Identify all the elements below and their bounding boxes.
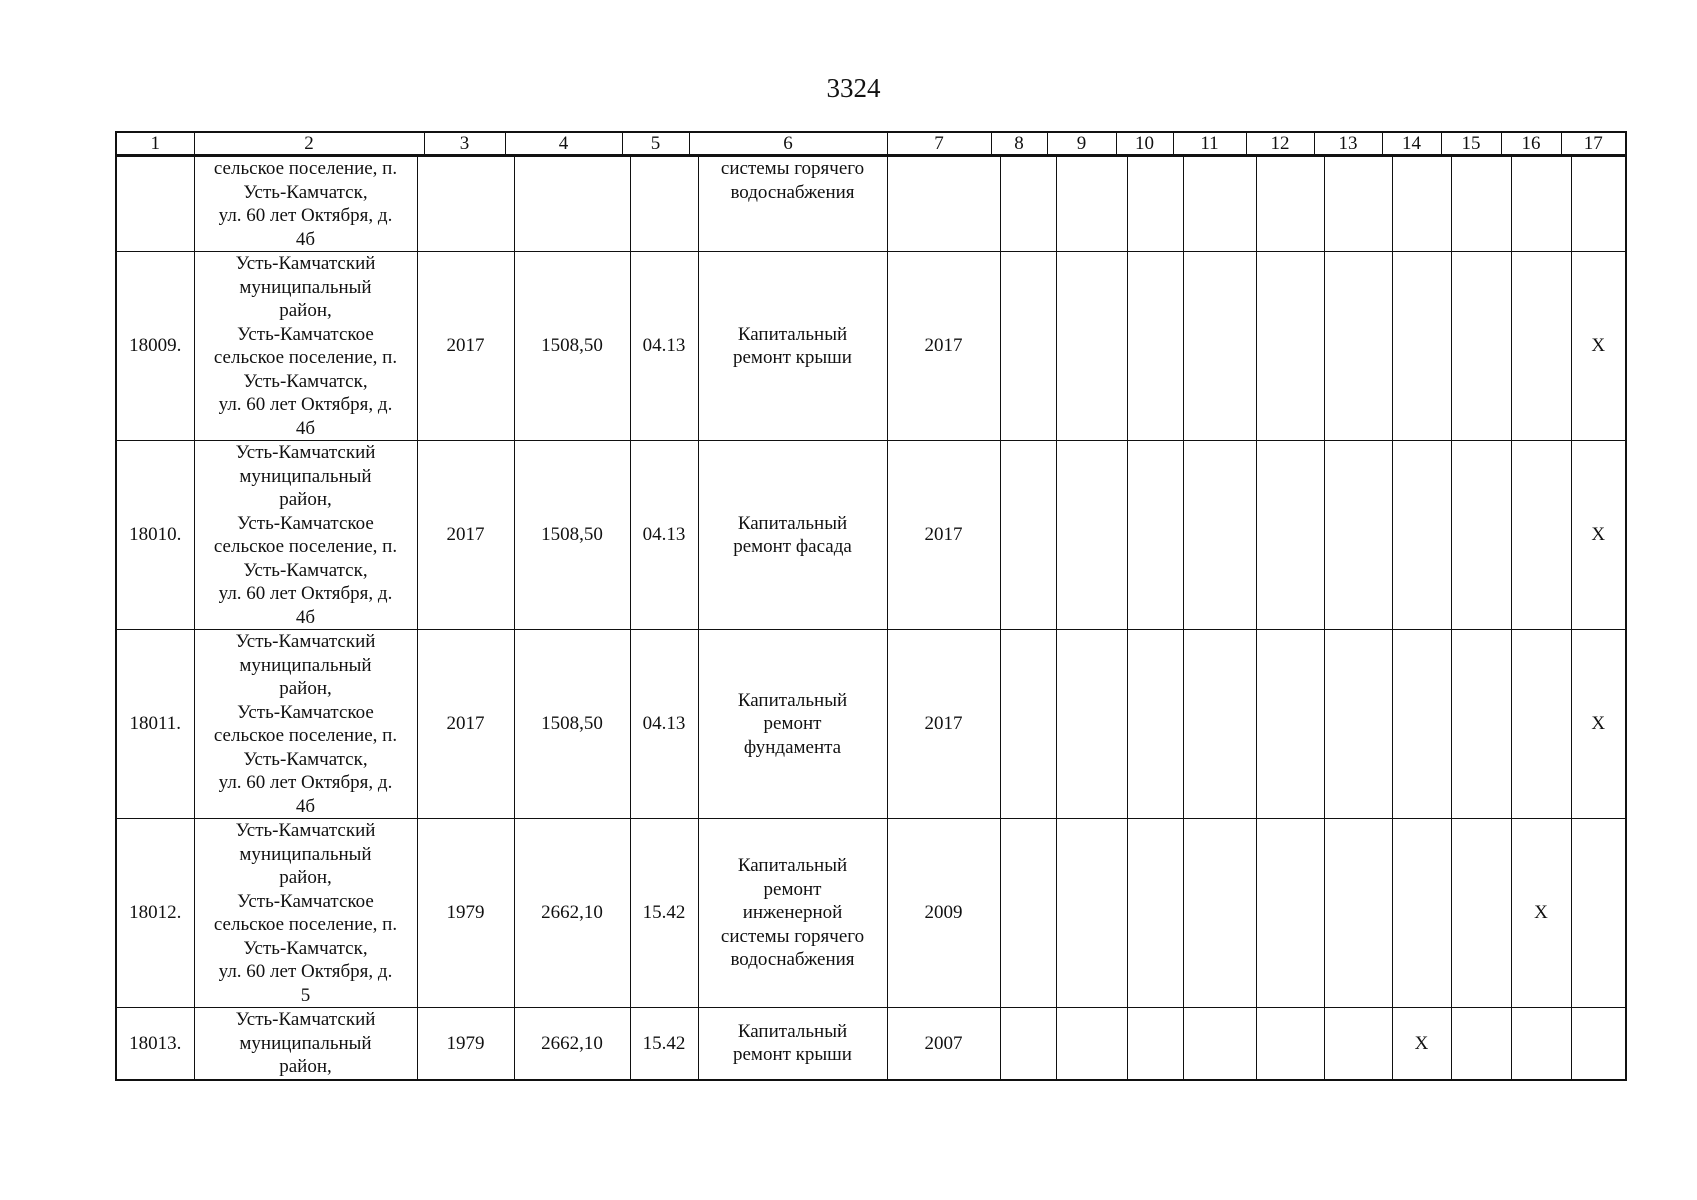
empty-cell xyxy=(1000,819,1056,1008)
work-type-cell: системы горячего водоснабжения xyxy=(698,157,887,252)
empty-cell xyxy=(1183,630,1256,819)
column-number: 12 xyxy=(1246,132,1314,155)
column-number: 5 xyxy=(622,132,689,155)
column-number: 9 xyxy=(1047,132,1116,155)
empty-cell xyxy=(1571,157,1626,252)
column-number: 7 xyxy=(887,132,991,155)
empty-cell xyxy=(1256,819,1324,1008)
empty-cell xyxy=(1000,630,1056,819)
year-built-cell: 1979 xyxy=(417,819,514,1008)
empty-cell xyxy=(1511,441,1571,630)
year-repair-cell: 2009 xyxy=(887,819,1000,1008)
year-repair-cell: 2007 xyxy=(887,1008,1000,1080)
empty-cell xyxy=(1056,441,1127,630)
empty-cell xyxy=(1127,252,1183,441)
column-number: 13 xyxy=(1314,132,1382,155)
address-cell: Усть-Камчатский муниципальный район, Усть-Камчатское сельское поселение, п. Усть-Камчатск, ул. 60 лет Октября, д. 4б xyxy=(194,630,417,819)
table-row xyxy=(116,441,1626,630)
table-row xyxy=(116,819,1626,1008)
empty-cell xyxy=(1451,630,1511,819)
mark-cell: Х xyxy=(1571,441,1626,630)
address-cell: сельское поселение, п. Усть-Камчатск, ул. 60 лет Октября, д. 4б xyxy=(194,157,417,252)
column-number: 17 xyxy=(1561,132,1626,155)
empty-cell xyxy=(1392,630,1451,819)
work-code-cell: 15.42 xyxy=(630,819,698,1008)
area-cell: 1508,50 xyxy=(514,252,630,441)
empty-cell xyxy=(1056,157,1127,252)
row-number xyxy=(116,157,194,252)
empty-cell xyxy=(1451,1008,1511,1080)
column-number: 2 xyxy=(194,132,424,155)
empty-cell xyxy=(1183,819,1256,1008)
empty-cell xyxy=(1392,252,1451,441)
column-number: 16 xyxy=(1501,132,1561,155)
row-number: 18009. xyxy=(116,252,194,441)
empty-cell xyxy=(1183,1008,1256,1080)
row-number: 18011. xyxy=(116,630,194,819)
page-number: 3324 xyxy=(826,73,881,103)
table-row xyxy=(116,157,1626,252)
empty-cell xyxy=(1324,819,1392,1008)
empty-cell xyxy=(1256,1008,1324,1080)
year-repair-cell: 2017 xyxy=(887,630,1000,819)
empty-cell xyxy=(1183,252,1256,441)
empty-cell xyxy=(1056,819,1127,1008)
year-built-cell: 2017 xyxy=(417,441,514,630)
table-row xyxy=(116,252,1626,441)
empty-cell xyxy=(1511,1008,1571,1080)
mark-cell: Х xyxy=(1571,252,1626,441)
year-repair-cell: 2017 xyxy=(887,252,1000,441)
empty-cell xyxy=(1451,252,1511,441)
register-body xyxy=(115,156,1627,1081)
year-repair-cell xyxy=(887,157,1000,252)
row-number: 18010. xyxy=(116,441,194,630)
empty-cell xyxy=(1256,630,1324,819)
work-code-cell: 04.13 xyxy=(630,252,698,441)
empty-cell xyxy=(1127,630,1183,819)
empty-cell xyxy=(1511,630,1571,819)
empty-cell xyxy=(1256,157,1324,252)
column-number: 15 xyxy=(1441,132,1501,155)
work-code-cell: 04.13 xyxy=(630,630,698,819)
empty-cell xyxy=(1000,157,1056,252)
empty-cell xyxy=(1324,630,1392,819)
work-code-cell: 04.13 xyxy=(630,441,698,630)
table-row xyxy=(116,1008,1626,1080)
work-type-cell: Капитальный ремонт фундамента xyxy=(698,630,887,819)
column-number: 4 xyxy=(505,132,622,155)
year-built-cell xyxy=(417,157,514,252)
empty-cell xyxy=(1451,157,1511,252)
empty-cell xyxy=(1056,1008,1127,1080)
empty-cell xyxy=(1127,1008,1183,1080)
empty-cell xyxy=(1511,157,1571,252)
work-type-cell: Капитальный ремонт фасада xyxy=(698,441,887,630)
empty-cell xyxy=(1324,157,1392,252)
work-type-cell: Капитальный ремонт инженерной системы горячего водоснабжения xyxy=(698,819,887,1008)
column-number: 1 xyxy=(116,132,194,155)
empty-cell xyxy=(1392,157,1451,252)
work-type-cell: Капитальный ремонт крыши xyxy=(698,252,887,441)
work-code-cell xyxy=(630,157,698,252)
empty-cell xyxy=(1256,441,1324,630)
area-cell: 1508,50 xyxy=(514,441,630,630)
empty-cell xyxy=(1000,252,1056,441)
year-built-cell: 2017 xyxy=(417,630,514,819)
address-cell: Усть-Камчатский муниципальный район, xyxy=(194,1008,417,1080)
column-number: 6 xyxy=(689,132,887,155)
register-table xyxy=(115,131,1625,1081)
area-cell: 2662,10 xyxy=(514,819,630,1008)
empty-cell xyxy=(1571,819,1626,1008)
work-code-cell: 15.42 xyxy=(630,1008,698,1080)
column-number: 8 xyxy=(991,132,1047,155)
mark-cell: Х xyxy=(1511,819,1571,1008)
empty-cell xyxy=(1256,252,1324,441)
empty-cell xyxy=(1392,819,1451,1008)
empty-cell xyxy=(1451,441,1511,630)
empty-cell xyxy=(1183,157,1256,252)
table-row xyxy=(116,630,1626,819)
empty-cell xyxy=(1183,441,1256,630)
year-built-cell: 1979 xyxy=(417,1008,514,1080)
address-cell: Усть-Камчатский муниципальный район, Усть-Камчатское сельское поселение, п. Усть-Камчатск, ул. 60 лет Октября, д. 5 xyxy=(194,819,417,1008)
empty-cell xyxy=(1056,252,1127,441)
empty-cell xyxy=(1127,441,1183,630)
empty-cell xyxy=(1324,1008,1392,1080)
year-repair-cell: 2017 xyxy=(887,441,1000,630)
mark-cell: Х xyxy=(1571,630,1626,819)
column-number: 11 xyxy=(1173,132,1246,155)
empty-cell xyxy=(1392,441,1451,630)
row-number: 18012. xyxy=(116,819,194,1008)
area-cell: 1508,50 xyxy=(514,630,630,819)
empty-cell xyxy=(1127,819,1183,1008)
address-cell: Усть-Камчатский муниципальный район, Усть-Камчатское сельское поселение, п. Усть-Камчатск, ул. 60 лет Октября, д. 4б xyxy=(194,252,417,441)
area-cell: 2662,10 xyxy=(514,1008,630,1080)
empty-cell xyxy=(1324,252,1392,441)
mark-cell: Х xyxy=(1392,1008,1451,1080)
column-number: 14 xyxy=(1382,132,1441,155)
row-number: 18013. xyxy=(116,1008,194,1080)
area-cell xyxy=(514,157,630,252)
empty-cell xyxy=(1056,630,1127,819)
year-built-cell: 2017 xyxy=(417,252,514,441)
work-type-cell: Капитальный ремонт крыши xyxy=(698,1008,887,1080)
empty-cell xyxy=(1127,157,1183,252)
empty-cell xyxy=(1000,441,1056,630)
column-number: 3 xyxy=(424,132,505,155)
empty-cell xyxy=(1000,1008,1056,1080)
column-number-header xyxy=(115,131,1627,156)
empty-cell xyxy=(1324,441,1392,630)
empty-cell xyxy=(1451,819,1511,1008)
address-cell: Усть-Камчатский муниципальный район, Усть-Камчатское сельское поселение, п. Усть-Камчатск, ул. 60 лет Октября, д. 4б xyxy=(194,441,417,630)
empty-cell xyxy=(1571,1008,1626,1080)
column-number: 10 xyxy=(1116,132,1173,155)
empty-cell xyxy=(1511,252,1571,441)
